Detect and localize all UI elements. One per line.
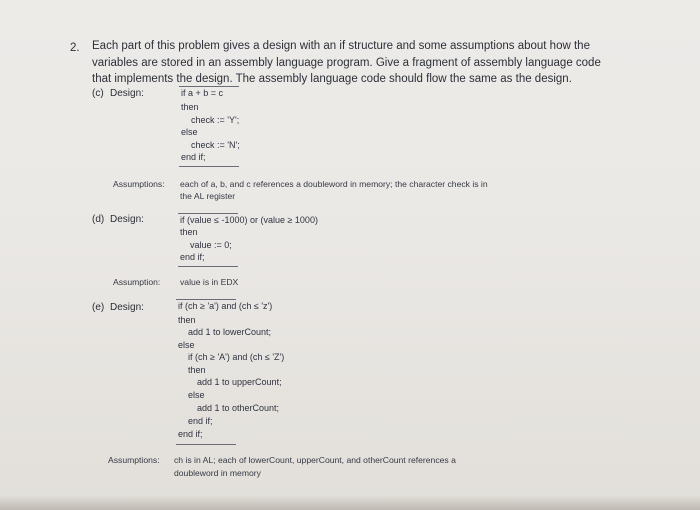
part-d-code-line: then xyxy=(180,227,198,237)
part-e-code-line: if (ch ≥ 'a') and (ch ≤ 'z') xyxy=(178,301,273,311)
part-e-code-line: add 1 to upperCount; xyxy=(197,377,282,387)
part-e-code-line: end if; xyxy=(178,429,203,439)
intro-line-3: that implements the design. The assembly language code should flow the same as the design. xyxy=(92,73,572,85)
part-c-assumptions-label: Assumptions: xyxy=(113,179,165,189)
part-c-assumption-line: each of a, b, and c references a doubleword in memory; the character check is in xyxy=(180,179,488,189)
part-e-code-line: else xyxy=(178,340,195,350)
part-d-top-rule xyxy=(178,213,238,214)
intro-line-2: variables are stored in an assembly language program. Give a fragment of assembly language code xyxy=(92,57,601,69)
question-number: 2. xyxy=(70,42,80,54)
part-e-code-line: end if; xyxy=(188,416,213,426)
part-d-code-line: end if; xyxy=(180,252,205,262)
intro-line-1: Each part of this problem gives a design with an if structure and some assumptions about how the xyxy=(92,40,590,52)
part-c-code-line: then xyxy=(181,102,199,112)
part-d-assumptions-label: Assumption: xyxy=(113,277,161,287)
part-d-assumption-line: value is in EDX xyxy=(180,277,239,287)
part-c-top-rule xyxy=(179,86,239,87)
part-c-bottom-rule xyxy=(179,166,239,167)
part-e-top-rule xyxy=(176,299,236,300)
part-d-bottom-rule xyxy=(178,266,238,267)
part-e-code-line: add 1 to otherCount; xyxy=(197,403,280,413)
part-e-letter: (e) xyxy=(92,302,105,313)
part-c-design-label: Design: xyxy=(110,88,144,99)
part-e-code-line: if (ch ≥ 'A') and (ch ≤ 'Z') xyxy=(188,352,285,362)
part-d-design-label: Design: xyxy=(110,214,144,225)
part-d-code-line: if (value ≤ -1000) or (value ≥ 1000) xyxy=(180,215,318,225)
part-e-code-line: else xyxy=(188,390,205,400)
part-c-code-line: check := 'Y'; xyxy=(191,115,240,125)
part-c-assumption-line: the AL register xyxy=(180,191,236,201)
part-c-code-line: else xyxy=(181,127,198,137)
part-e-assumption-line: doubleword in memory xyxy=(174,468,261,478)
part-e-code-line: then xyxy=(178,315,196,325)
part-e-assumption-line: ch is in AL; each of lowerCount, upperCount, and otherCount references a xyxy=(174,455,456,465)
photo-bottom-shadow xyxy=(0,495,700,510)
part-d-letter: (d) xyxy=(92,214,105,225)
part-e-design-label: Design: xyxy=(110,302,144,313)
part-c-letter: (c) xyxy=(92,88,104,99)
part-e-code-line: then xyxy=(188,365,206,375)
part-e-assumptions-label: Assumptions: xyxy=(108,455,160,465)
part-e-bottom-rule xyxy=(176,444,236,445)
part-c-code-line: end if; xyxy=(181,152,206,162)
part-c-code-line: if a + b = c xyxy=(181,88,224,98)
part-d-code-line: value := 0; xyxy=(190,240,232,250)
part-c-code-line: check := 'N'; xyxy=(191,140,240,150)
part-e-code-line: add 1 to lowerCount; xyxy=(188,327,272,337)
